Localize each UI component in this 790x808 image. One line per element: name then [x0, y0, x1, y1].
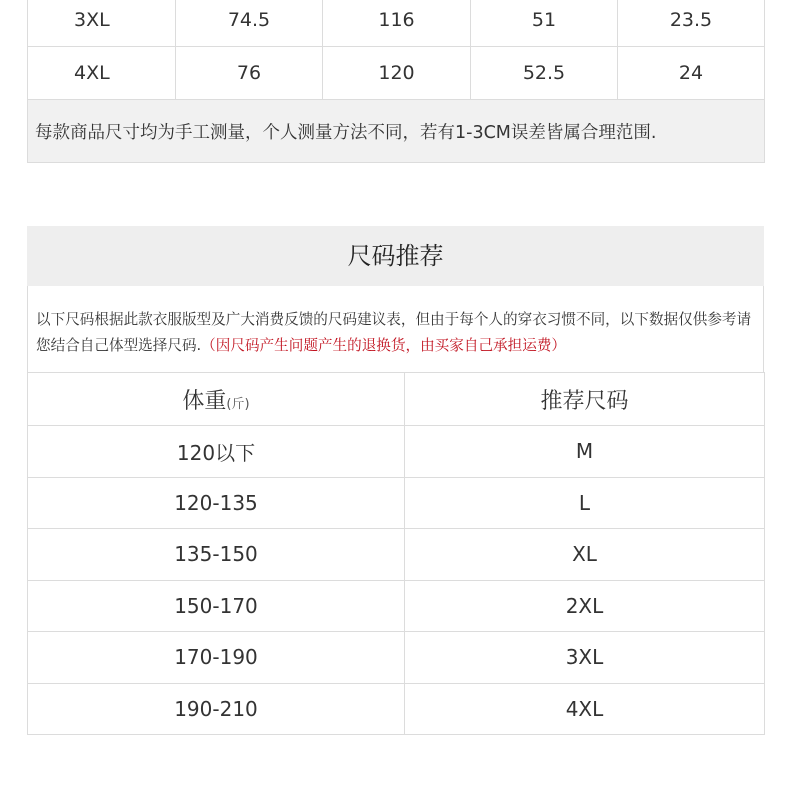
- section-title: 尺码推荐: [27, 226, 764, 286]
- table-row: [28, 683, 765, 735]
- measure-cell: 24: [618, 47, 765, 100]
- size-chart-table: [27, 0, 765, 163]
- weight-cell: 120-135: [28, 477, 405, 529]
- size-cell: L: [405, 477, 765, 529]
- table-row: [28, 477, 765, 529]
- table-header-row: [28, 373, 765, 426]
- table-row: [28, 580, 765, 632]
- measure-cell: 74.5: [176, 0, 323, 47]
- measure-cell: 120: [323, 47, 471, 100]
- size-cell: 3XL: [28, 0, 176, 47]
- weight-cell: 120以下: [28, 426, 405, 478]
- table-row: [28, 529, 765, 581]
- size-cell: XL: [405, 529, 765, 581]
- measure-cell: 51: [471, 0, 618, 47]
- measure-cell: 76: [176, 47, 323, 100]
- weight-cell: 190-210: [28, 683, 405, 735]
- weight-unit: (斤): [226, 396, 250, 412]
- weight-header-label: 体重: [182, 388, 227, 414]
- table-row: [28, 632, 765, 684]
- size-cell: M: [405, 426, 765, 478]
- size-recommend-table: [27, 372, 765, 735]
- return-policy-note: （因尺码产生问题产生的退换货，由买家自己承担运费）: [201, 337, 567, 354]
- table-row: [28, 47, 765, 100]
- table-row: [28, 426, 765, 478]
- weight-cell: 170-190: [28, 632, 405, 684]
- size-column-header: 推荐尺码: [405, 373, 765, 426]
- table-row: [28, 100, 765, 163]
- size-cell: 3XL: [405, 632, 765, 684]
- size-cell: 4XL: [28, 47, 176, 100]
- recommend-description: [27, 286, 764, 372]
- measure-cell: 116: [323, 0, 471, 47]
- measure-cell: 52.5: [471, 47, 618, 100]
- size-cell: 2XL: [405, 580, 765, 632]
- description-text: 以下尺码根据此款衣服版型及广大消费反馈的尺码建议表，但由于每个人的穿衣习惯不同，以下数据仅供参考请您结合自己体型选择尺码.: [36, 311, 752, 354]
- measure-cell: 23.5: [618, 0, 765, 47]
- measurement-note: 每款商品尺寸均为手工测量，个人测量方法不同，若有1-3CM误差皆属合理范围.: [28, 100, 765, 163]
- weight-column-header: [28, 373, 405, 426]
- weight-cell: 135-150: [28, 529, 405, 581]
- size-cell: 4XL: [405, 683, 765, 735]
- table-row: [28, 0, 765, 47]
- weight-cell: 150-170: [28, 580, 405, 632]
